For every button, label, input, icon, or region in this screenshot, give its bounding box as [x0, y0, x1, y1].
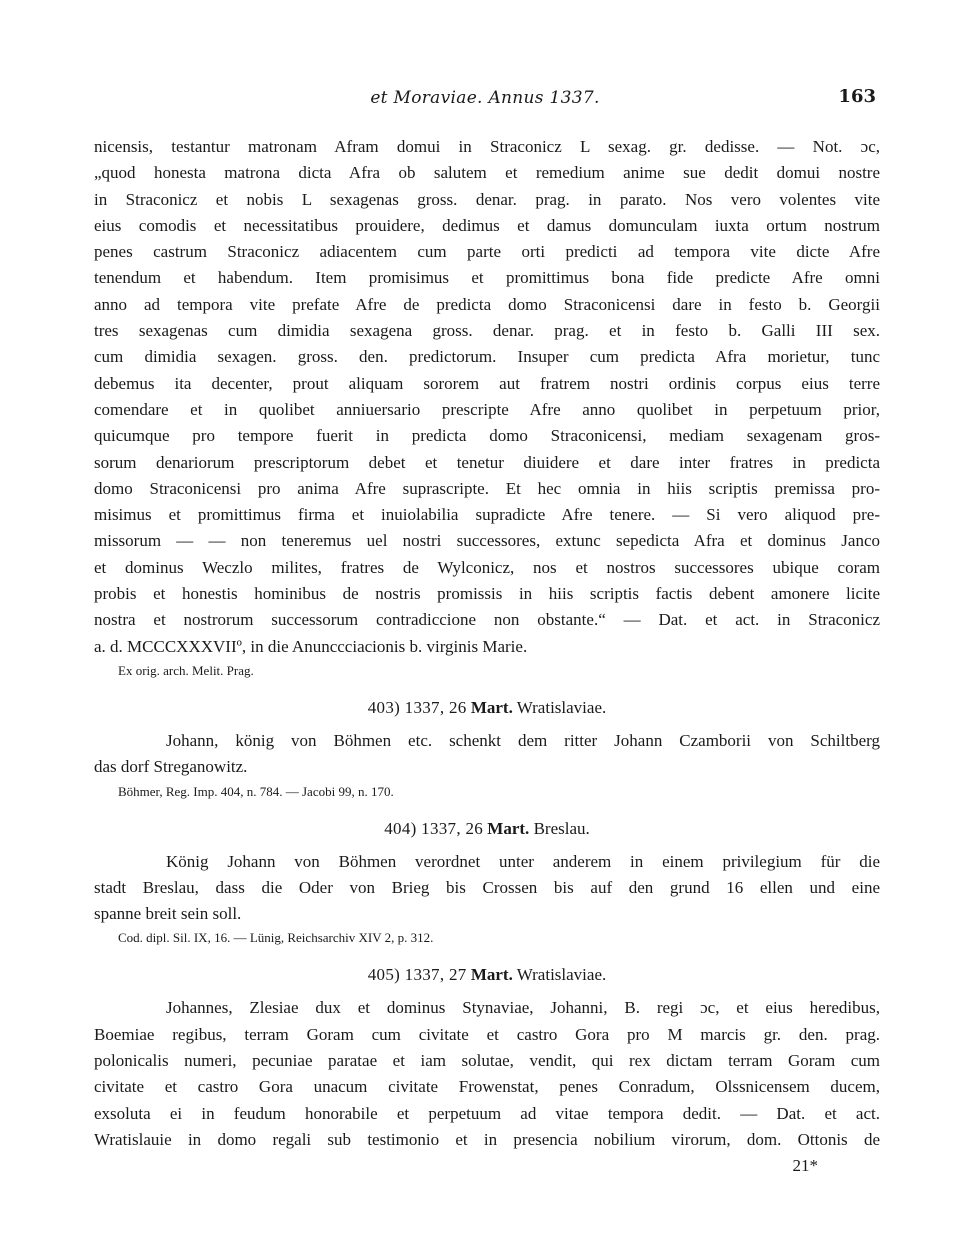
page-number: 163 [838, 86, 876, 107]
text-line: exsoluta ei in feudum honorabile et perpetuum ad vitae tempora dedit. — Dat. et act. [94, 1103, 880, 1123]
signature-mark: 21* [792, 1156, 818, 1176]
text-line: „quod honesta matrona dicta Afra ob salutem et remedium anime sue dedit domui nostre [94, 163, 880, 183]
text-line: debemus ita decenter, prout aliquam sororem aut fratrem nostri ordinis corpus eius terre [94, 373, 880, 393]
text-line: polonicalis numeri, pecuniae paratae et iam solutae, vendit, qui rex dictam terram Goram cum [94, 1051, 880, 1071]
entry-heading [94, 955, 880, 995]
text-line: spanne breit sein soll. [94, 904, 242, 924]
entry-place: Wratislaviae. [516, 697, 607, 717]
source-citation: Cod. dipl. Sil. IX, 16. — Lünig, Reichsarchiv XIV 2, p. 312. [118, 930, 434, 946]
running-title: et Moraviae. Annus 1337. [370, 88, 600, 108]
text-line: tres sexagenas cum dimidia sexagena gross. denar. prag. et in festo b. Galli III sex. [94, 321, 880, 341]
text-line: missorum — — non teneremus uel nostri successores, extunc sepedicta Afra et dominus Janco [94, 531, 880, 551]
text-line: civitate et castro Gora unacum civitate Frowenstat, penes Conradum, Olssnicensem ducem, [94, 1077, 880, 1097]
text-line: anno ad tempora vite prefate Afre de predicta domo Straconicensi dare in festo b. Georgii [94, 294, 880, 314]
source-citation: Ex orig. arch. Melit. Prag. [118, 662, 254, 678]
body-text [94, 134, 880, 1179]
text-line: misimus et promittimus firma et inuiolabilia supradicte Afre tenere. — Si vero aliquod pre- [94, 505, 880, 525]
text-line: das dorf Streganowitz. [94, 757, 248, 777]
entry-heading [94, 688, 880, 728]
entry-place: Breslau. [533, 818, 590, 838]
text-line: Boemiae regibus, terram Goram cum civitate et castro Gora pro M marcis gr. den. prag. [94, 1024, 880, 1044]
running-header [94, 88, 876, 112]
entry-number: 404) 1337, 26 [384, 818, 484, 838]
text-line: stadt Breslau, dass die Oder von Brieg bis Crossen bis auf den grund 16 ellen und eine [94, 877, 880, 897]
intro-section [94, 134, 880, 682]
text-line: in Straconicz et nobis L sexagenas gross. denar. prag. in parato. Nos vero volentes vite [94, 189, 880, 209]
text-line: sorum denariorum prescriptorum debet et tenetur diuidere et dare inter fratres in predicta [94, 452, 880, 472]
text-line: et dominus Weczlo milites, fratres de Wylconicz, nos et nostros successores ubique coram [94, 557, 880, 577]
text-line: a. d. MCCCXXXVIIº, in die Anunccciacionis b. virginis Marie. [94, 636, 528, 656]
entry-heading [94, 809, 880, 849]
source-citation: Böhmer, Reg. Imp. 404, n. 784. — Jacobi 99, n. 170. [118, 783, 394, 799]
text-line: nostra et nostrorum successorum contradiccione non obstante.“ — Dat. et act. in Straconicz [94, 610, 880, 630]
text-line: Johann, könig von Böhmen etc. schenkt dem ritter Johann Czamborii von Schiltberg [166, 730, 880, 750]
text-line: penes castrum Straconicz adiacentem cum parte orti predicti ad tempora vite dicte Afre [94, 242, 880, 262]
text-line: König Johann von Böhmen verordnet unter anderem in einem privilegium für die [166, 851, 880, 871]
text-line: probis et honestis hominibus de nostris promissis in hiis scriptis factis debent amonere licite [94, 584, 880, 604]
text-line: quicumque pro tempore fuerit in predicta domo Straconicensi, mediam sexagenam gros- [94, 426, 880, 446]
entry-month: Mart. [470, 697, 513, 717]
text-line: Wratislauie in domo regali sub testimonio et in presencia nobilium virorum, dom. Ottonis de [94, 1129, 880, 1149]
entry-405 [94, 955, 880, 1179]
text-line: cum dimidia sexagen. gross. den. predictorum. Insuper cum predicta Afra morietur, tunc [94, 347, 880, 367]
text-line: eius comodis et necessitatibus prouidere, dedimus et damus domunculam iuxta ortum nostrum [94, 215, 880, 235]
text-line: comendare et in quolibet anniuersario prescripte Afre anno quolibet in perpetuum prior, [94, 399, 880, 419]
text-line: domo Straconicensi pro anima Afre suprascripte. Et hec omnia in hiis scriptis premissa pro- [94, 478, 880, 498]
text-line: tenendum et habendum. Item promisimus et promittimus bona fide predicte Afre omni [94, 268, 880, 288]
entry-404 [94, 809, 880, 950]
text-line: nicensis, testantur matronam Afram domui in Straconicz L sexag. gr. dedisse. — Not. ɔc, [94, 137, 880, 156]
text-line: Johannes, Zlesiae dux et dominus Stynaviae, Johanni, B. regi ɔc, et eius heredibus, [166, 998, 880, 1018]
entry-month: Mart. [470, 965, 513, 985]
entry-number: 403) 1337, 26 [367, 697, 467, 717]
entry-place: Wratislaviae. [516, 965, 607, 985]
entry-number: 405) 1337, 27 [367, 965, 467, 985]
entry-month: Mart. [487, 818, 530, 838]
entry-403 [94, 688, 880, 803]
